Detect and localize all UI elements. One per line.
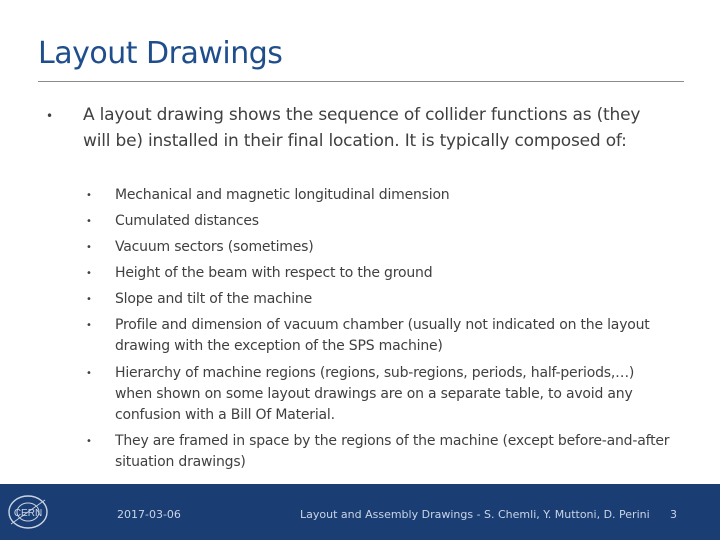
svg-text:CERN: CERN: [13, 508, 43, 519]
sub-bullet-text: Profile and dimension of vacuum chamber (usually not indicated on the layout drawing with the exception of the SPS machine): [115, 317, 650, 354]
sub-bullet-text: Slope and tilt of the machine: [115, 291, 313, 307]
main-bullet-marker: •: [46, 109, 54, 123]
main-bullet-text: A layout drawing shows the sequence of collider functions as (they will be) installed in their final location. It is typically composed of:: [83, 105, 641, 151]
sub-bullet-marker: •: [86, 368, 92, 379]
sub-bullet-text: Mechanical and magnetic longitudinal dimension: [115, 187, 450, 203]
sub-bullet-marker: •: [86, 436, 92, 447]
footer-title: Layout and Assembly Drawings - S. Chemli, Y. Muttoni, D. Perini: [300, 508, 650, 521]
sub-bullet-marker: •: [86, 294, 92, 305]
slide-title: Layout Drawings: [38, 36, 283, 71]
cern-logo-icon: [6, 492, 50, 532]
sub-bullet-text: Hierarchy of machine regions (regions, sub-regions, periods, half-periods,…) when shown on some layout drawings are on a separate table, to avoid any confusion with a Bill Of Material.: [115, 365, 635, 423]
title-divider: [38, 81, 684, 82]
sub-bullet-text: Vacuum sectors (sometimes): [115, 239, 314, 255]
footer-date: 2017-03-06: [117, 508, 181, 521]
sub-bullet-marker: •: [86, 268, 92, 279]
sub-bullet-text: They are framed in space by the regions of the machine (except before-and-after situation drawings): [115, 433, 670, 470]
page-number: 3: [670, 508, 677, 521]
sub-bullet-text: Height of the beam with respect to the ground: [115, 265, 433, 281]
sub-bullet-marker: •: [86, 242, 92, 253]
sub-bullet-marker: •: [86, 190, 92, 201]
sub-bullet-text: Cumulated distances: [115, 213, 259, 229]
sub-bullet-marker: •: [86, 320, 92, 331]
footer-bar: [0, 484, 720, 540]
sub-bullet-marker: •: [86, 216, 92, 227]
